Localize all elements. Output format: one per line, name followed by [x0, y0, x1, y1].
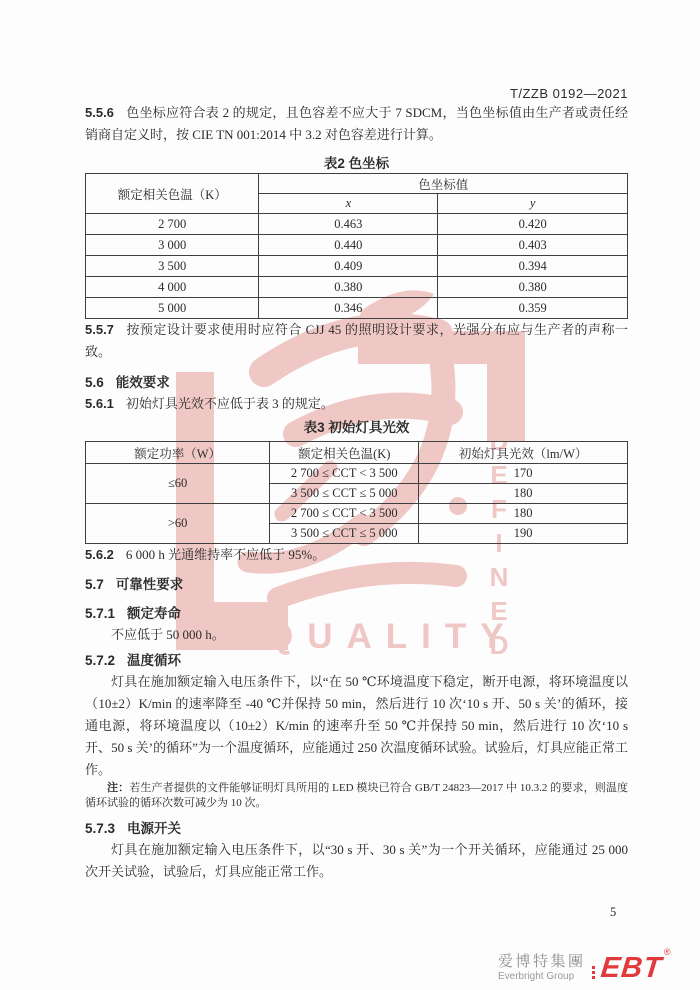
cell-cct: 4 000 [86, 277, 259, 298]
cell-efficacy: 180 [419, 504, 628, 524]
company-logo [498, 947, 671, 984]
clause-number: 5.5.7 [85, 322, 114, 337]
cell-y: 0.420 [438, 214, 628, 235]
cell-x: 0.380 [259, 277, 438, 298]
cell-y: 0.359 [438, 298, 628, 319]
cell-cct-range: 2 700 ≤ CCT < 3 500 [270, 464, 419, 484]
note-label: 注： [107, 782, 130, 794]
clause-number: 5.7.3 [85, 821, 116, 836]
cell-efficacy: 170 [419, 464, 628, 484]
cell-cct-range: 3 500 ≤ CCT ≤ 5 000 [270, 524, 419, 544]
note-text: 若生产者提供的文件能够证明灯具所用的 LED 模块已符合 GB/T 24823—2017 中 10.3.2 的要求，则温度循环试验的循环次数可减少为 10 次。 [85, 782, 628, 809]
watermark-vertical-text: DEFINED [484, 426, 514, 664]
table-row [86, 277, 628, 298]
ebt-logo: EBT [598, 952, 664, 984]
clause-text: 6 000 h 光通维持率不应低于 95%。 [125, 547, 326, 562]
clause-number: 5.6.2 [85, 547, 114, 562]
clause-5-7-2-body: 灯具在施加额定输入电压条件下，以“在 50 ℃环境温度下稳定，断开电源，将环境温度以（10±2）K/min 的速率降至 -40 ℃并保持 50 min，然后进行 10 次‘10 s 开、50 s 关’的循环，接通电源，将环境温度以（10±2）K/min 的速率升至 50 ℃并保持 50 min，然后进行 10 次‘10 s 开、50 s 关’的循环”为一个温度循环，应能通过 250 次温度循环试验。试验后，灯具应能正常工作。 [85, 674, 628, 777]
table-row [86, 256, 628, 277]
cell-y: 0.403 [438, 235, 628, 256]
cell-cct-range: 2 700 ≤ CCT < 3 500 [270, 504, 419, 524]
clause-number: 5.7.1 [85, 606, 116, 621]
cell-efficacy: 180 [419, 484, 628, 504]
table3-caption: 表3 初始灯具光效 [303, 420, 410, 435]
clause-number: 5.7 [85, 577, 104, 592]
heading-title: 可靠性要求 [115, 577, 184, 592]
cell-efficacy: 190 [419, 524, 628, 544]
cell-y: 0.380 [438, 277, 628, 298]
heading-5-7-3 [85, 819, 628, 839]
clause-5-6-1 [85, 393, 628, 415]
clause-5-7-3-body: 灯具在施加额定输入电压条件下，以“30 s 开、30 s 关”为一个开关循环，应能通过 25 000 次开关试验，试验后，灯具应能正常工作。 [85, 842, 628, 879]
clause-text: 初始灯具光效不应低于表 3 的规定。 [125, 396, 334, 411]
clause-number: 5.7.2 [85, 653, 116, 668]
table3-header-power: 额定功率（W） [86, 442, 270, 464]
table3-luminous-efficacy [85, 441, 628, 544]
ebt-brand-mark [598, 947, 671, 984]
heading-5-7-2 [85, 651, 628, 671]
cell-y: 0.394 [438, 256, 628, 277]
cell-cct-range: 3 500 ≤ CCT ≤ 5 000 [270, 484, 419, 504]
logo-chinese-name: 爱博特集團 [498, 954, 586, 970]
page-content [85, 86, 628, 883]
clause-number: 5.6 [85, 375, 104, 390]
cell-x: 0.409 [259, 256, 438, 277]
heading-5-7 [85, 575, 628, 595]
table-row [86, 235, 628, 256]
clause-text: 按预定设计要求使用时应符合 CJJ 45 的照明设计要求，光强分布应与生产者的声称一致。 [85, 322, 628, 359]
cell-x: 0.463 [259, 214, 438, 235]
heading-title: 能效要求 [115, 375, 170, 390]
table2-header-y: y [438, 194, 628, 214]
table3-header-eff: 初始灯具光效（lm/W） [419, 442, 628, 464]
cell-x: 0.440 [259, 235, 438, 256]
heading-title: 电源开关 [127, 821, 182, 836]
table-row [86, 504, 628, 524]
cell-cct: 3 000 [86, 235, 259, 256]
heading-title: 温度循环 [127, 653, 182, 668]
clause-number: 5.5.6 [85, 105, 114, 120]
heading-5-6 [85, 373, 628, 393]
cell-x: 0.346 [259, 298, 438, 319]
table-row [86, 214, 628, 235]
heading-title: 额定寿命 [127, 606, 182, 621]
cell-cct: 5 000 [86, 298, 259, 319]
cell-power-group: >60 [86, 504, 270, 544]
standard-code-header: T/ZZB 0192—2021 [509, 86, 628, 101]
page-number: 5 [610, 905, 617, 919]
table-row [86, 298, 628, 319]
note [85, 781, 628, 811]
clause-5-7-1-body: 不应低于 50 000 h。 [111, 627, 225, 642]
clause-5-6-2 [85, 544, 628, 566]
heading-5-7-1 [85, 604, 628, 624]
logo-seal-dots-icon [592, 966, 595, 979]
clause-number: 5.6.1 [85, 396, 114, 411]
clause-5-5-6 [85, 102, 628, 146]
table2-caption: 表2 色坐标 [323, 156, 390, 171]
watermark-horizontal-text: QUALITY [266, 617, 518, 656]
table3-header-cct: 额定相关色温(K) [270, 442, 419, 464]
registered-trademark-icon: ® [663, 947, 671, 957]
logo-text-block [498, 955, 586, 982]
cell-power-group: ≤60 [86, 464, 270, 504]
clause-5-5-7 [85, 319, 628, 363]
table2-header-x: x [259, 194, 438, 214]
table-row [86, 464, 628, 484]
table2-color-coordinates [85, 173, 628, 319]
cell-cct: 2 700 [86, 214, 259, 235]
clause-text: 色坐标应符合表 2 的规定，且色容差不应大于 7 SDCM，当色坐标值由生产者或责任经销商自定义时，按 CIE TN 001:2014 中 3.2 对色容差进行计算。 [85, 105, 628, 142]
logo-english-name: Everbright Group [498, 971, 575, 982]
table2-header-group: 色坐标值 [259, 174, 628, 194]
cell-cct: 3 500 [86, 256, 259, 277]
table2-header-cct: 额定相关色温（K） [86, 174, 259, 214]
